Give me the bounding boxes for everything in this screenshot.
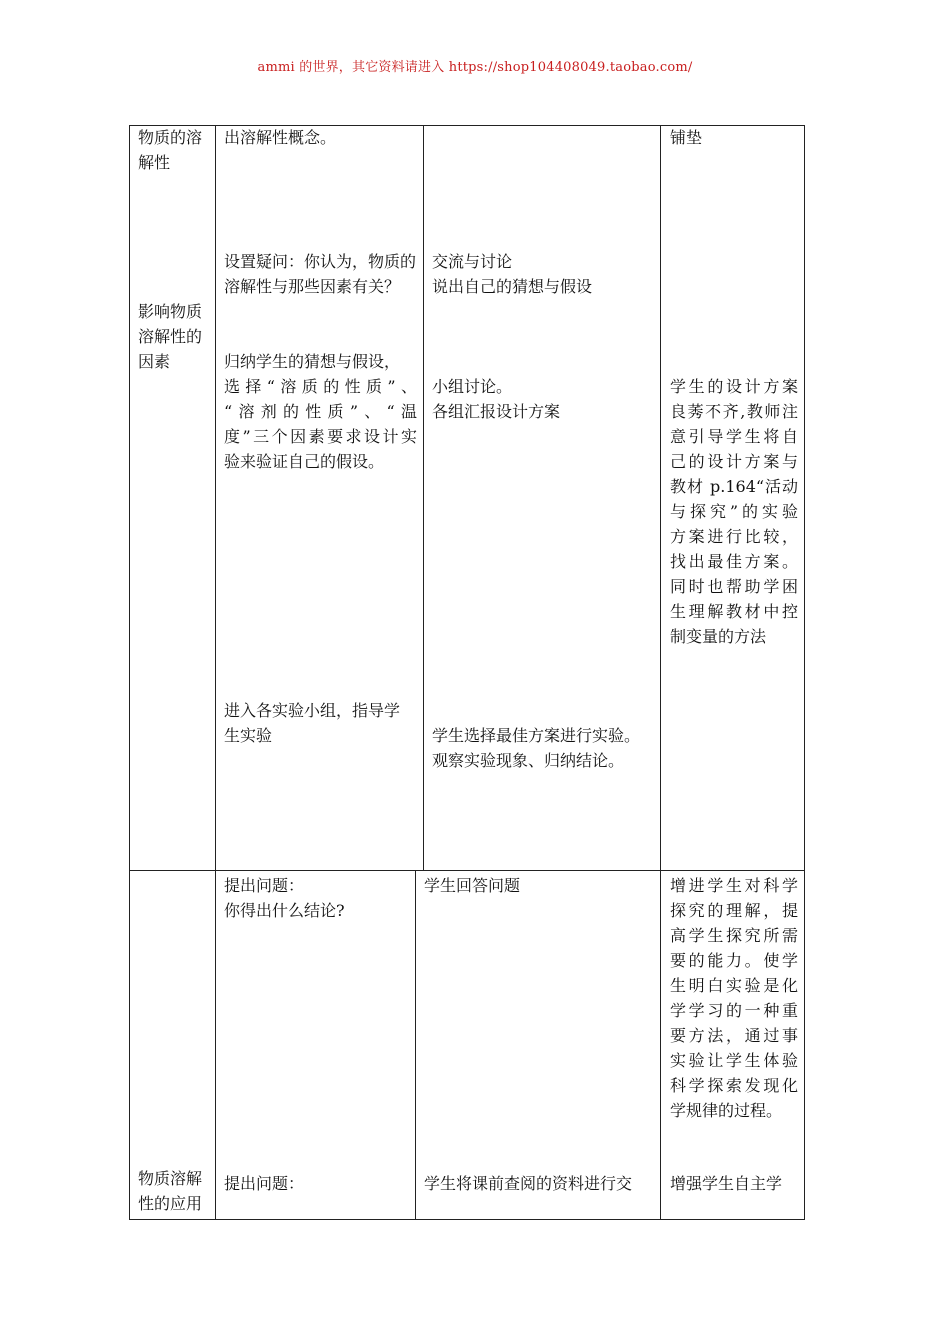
table-border-left xyxy=(129,125,130,1220)
topic-application: 物质溶解 性的应用 xyxy=(138,1169,203,1213)
col-divider-1 xyxy=(215,125,216,1220)
topic-solubility: 物质的溶 解性 xyxy=(138,128,203,172)
table-border-bottom xyxy=(129,1219,805,1220)
col-divider-2-row1 xyxy=(423,125,424,871)
teacher-guide: 进入各实验小组，指导学 生实验 xyxy=(224,701,401,745)
student-discussion: 交流与讨论 说出自己的猜想与假设 xyxy=(432,252,593,296)
student-answer: 学生回答问题 xyxy=(424,876,521,895)
intent-design-guidance: 学生的设计方案 良莠不齐,教师注 意引导学生将自 己的设计方案与 教材 p.164“活动 与探究”的实验 方案进行比较， 找出最佳方案。 同时也帮助学困 生理解教材中控 制变量的方法 xyxy=(670,377,798,646)
teacher-summary: 归纳学生的猜想与假设， 选择“溶质的性质”、 “溶剂的性质”、“温 度”三个因素要求设计实 验来验证自己的假设。 xyxy=(224,352,417,471)
teacher-ask-conclusion: 提出问题： 你得出什么结论? xyxy=(224,876,345,920)
teacher-question: 设置疑问：你认为，物质的 溶解性与那些因素有关？ xyxy=(224,252,417,296)
col-divider-2-row2 xyxy=(415,870,416,1220)
intent-self-study: 增强学生自主学 xyxy=(670,1174,783,1193)
table-border-right xyxy=(804,125,805,1220)
student-group-design: 小组讨论。 各组汇报设计方案 xyxy=(432,377,561,421)
col-divider-3 xyxy=(660,125,661,1220)
teacher-ask-application: 提出问题： xyxy=(224,1174,305,1193)
teacher-concept: 出溶解性概念。 xyxy=(224,128,337,147)
topic-factors: 影响物质 溶解性的 因素 xyxy=(138,302,203,371)
intent-groundwork: 铺垫 xyxy=(670,128,703,147)
row-divider xyxy=(129,870,805,871)
student-experiment: 学生选择最佳方案进行实验。 观察实验现象、归纳结论。 xyxy=(432,726,641,770)
page-header: ammi 的世界，其它资料请进入 https://shop104408049.taobao.com/ xyxy=(257,60,693,75)
intent-inquiry: 增进学生对科学 探究的理解，提 高学生探究所需 要的能力。使学 生明白实验是化 学学习的一种重 要方法，通过事 实验让学生体验 科学探索发现化 学规律的过程。 xyxy=(670,876,798,1120)
student-share-materials: 学生将课前查阅的资料进行交 xyxy=(424,1174,633,1193)
